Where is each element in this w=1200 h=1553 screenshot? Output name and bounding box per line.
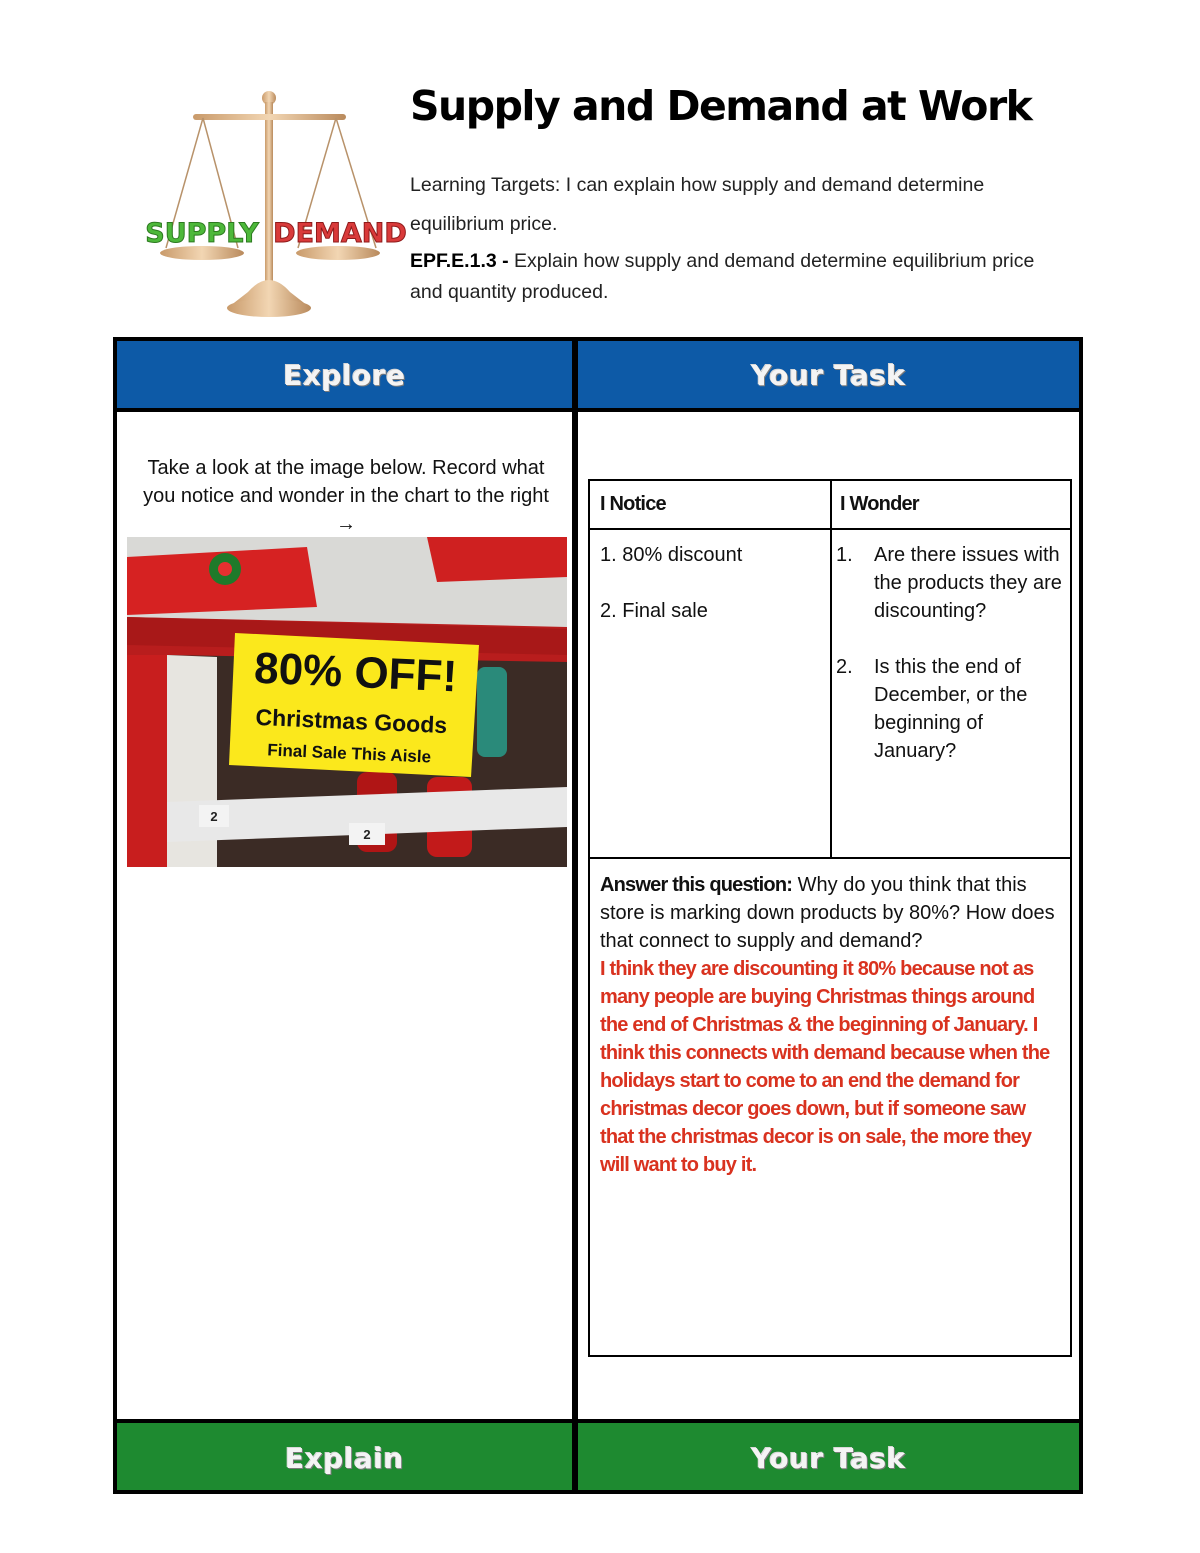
wonder-item-number: 1. bbox=[836, 544, 853, 566]
demand-logo-word: DEMAND bbox=[273, 218, 407, 249]
student-response[interactable]: I think they are discounting it 80% because not as many people are buying Christmas things around the end of Christmas & the beginning of January. I think this connects with demand because when the holidays start to come to an end the demand for christmas decor goes down, but if someone saw that the christmas decor is on sale, the more they will want to buy it. bbox=[600, 958, 1050, 1176]
wonder-item bbox=[836, 541, 1064, 625]
task-cell bbox=[578, 412, 1079, 1419]
question-label: Answer this question: bbox=[600, 874, 793, 896]
task-footer-header: Your Task bbox=[751, 1442, 906, 1475]
notice-list[interactable] bbox=[600, 541, 820, 653]
standard-text: Explain how supply and demand determine equilibrium price and quantity produced. bbox=[410, 250, 1035, 303]
supply-logo-word: SUPPLY bbox=[145, 218, 259, 249]
sale-sign-photo bbox=[127, 537, 567, 867]
sign-final-sale: Final Sale This Aisle bbox=[267, 740, 432, 767]
question-text: Why do you think that this store is marking down products by 80%? How does that connect to supply and demand? bbox=[600, 874, 1055, 952]
notice-column-header: I Notice bbox=[600, 493, 666, 515]
explore-header: Explore bbox=[283, 359, 406, 392]
page-title: Supply and Demand at Work bbox=[410, 82, 1032, 130]
sign-headline: 80% OFF! bbox=[253, 643, 459, 702]
explore-header-cell bbox=[117, 341, 572, 408]
explain-header: Explain bbox=[285, 1442, 404, 1475]
wonder-item-number: 2. bbox=[836, 656, 853, 678]
wonder-item-text: Are there issues with the products they are discounting? bbox=[874, 544, 1062, 622]
wonder-column-header: I Wonder bbox=[840, 493, 919, 515]
notice-item: 2. Final sale bbox=[600, 600, 708, 622]
task-header: Your Task bbox=[751, 359, 906, 392]
wonder-item-text: Is this the end of December, or the beginning of January? bbox=[874, 656, 1028, 762]
supply-demand-scale-logo bbox=[145, 88, 407, 323]
sign-subline: Christmas Goods bbox=[255, 703, 448, 739]
notice-wonder-chart bbox=[588, 479, 1072, 1357]
standard-statement bbox=[410, 246, 1050, 308]
standard-code: EPF.E.1.3 - bbox=[410, 250, 509, 272]
worksheet-table bbox=[113, 337, 1083, 1494]
wonder-list[interactable] bbox=[836, 541, 1064, 793]
explain-header-cell bbox=[117, 1423, 572, 1490]
task-header-cell bbox=[578, 341, 1079, 408]
task-footer-header-cell bbox=[578, 1423, 1079, 1490]
learning-targets: Learning Targets: I can explain how supply and demand determine equilibrium price. bbox=[410, 174, 985, 235]
wonder-item bbox=[836, 653, 1064, 765]
price-tag-1: 2 bbox=[210, 809, 218, 824]
explore-instructions: Take a look at the image below. Record what you notice and wonder in the chart to the right → bbox=[143, 457, 549, 535]
answer-box[interactable] bbox=[600, 871, 1062, 1179]
price-tag-2: 2 bbox=[363, 827, 371, 842]
notice-item: 1. 80% discount bbox=[600, 544, 743, 566]
explore-cell bbox=[117, 412, 572, 1419]
